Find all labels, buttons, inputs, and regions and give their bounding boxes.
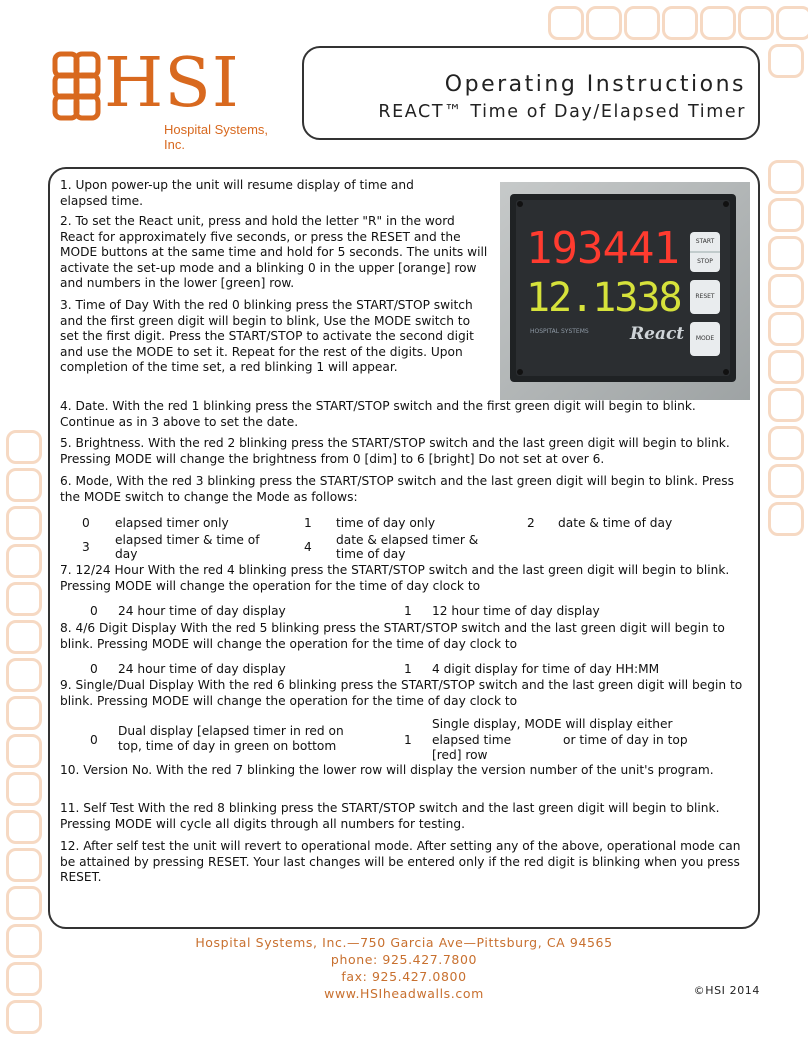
digit-option-0-number: 0 xyxy=(90,662,98,676)
hour-option-0-number: 0 xyxy=(90,604,98,618)
display-option-1-label: Single display, MODE will display either elapsed time xyxy=(432,717,673,747)
display-option-1-extra: or time of day in top xyxy=(563,733,688,747)
footer-address: Hospital Systems, Inc.—750 Garcia Ave—Pittsburg, CA 94565 xyxy=(195,935,613,950)
logo-subtitle: Hospital Systems, Inc. xyxy=(164,122,269,152)
step-5: 5. Brightness. With the red 2 blinking press the START/STOP switch and the last green digit will begin to blink. Pressing MODE will change the brightness from 0 [dim] to 6 [bright] Do not set at over 6. xyxy=(60,436,730,466)
mode-option-0-label: elapsed timer only xyxy=(115,516,229,530)
display-option-0-label: Dual display [elapsed timer in red on top, time of day in green on bottom xyxy=(118,724,344,753)
reset-button-label: RESET xyxy=(695,293,715,300)
bottom-led-display: 12.1338 xyxy=(526,275,681,321)
hour-option-0-label: 24 hour time of day display xyxy=(118,604,286,618)
mode-option-2-label: date & time of day xyxy=(558,516,673,530)
display-option-0-number: 0 xyxy=(90,733,98,747)
page-title: Operating Instructions xyxy=(444,72,746,97)
step-3: 3. Time of Day With the red 0 blinking press the START/STOP switch and the first green digit will begin to blink, Use the MODE switch to set the first digit. Press the START/STOP to activate the second digit and use the MODE to set it. Repeat for the rest of the digits. Upon completion of the time set, a red blinking 1 will appear. xyxy=(60,298,474,375)
panel-maker-label: HOSPITAL SYSTEMS xyxy=(530,328,589,335)
digit-option-1-label: 4 digit display for time of day HH:MM xyxy=(432,662,660,676)
step-1: 1. Upon power-up the unit will resume display of time and elapsed time. xyxy=(60,178,414,208)
step-2: 2. To set the React unit, press and hold the letter "R" in the word React for approximately five seconds, or press the RESET and the MODE buttons at the same time and hold for 5 seconds. The units will activate the set-up mode and a blinking 0 in the upper [orange] row and numbers in the lower [green] row. xyxy=(60,214,488,291)
footer-website-link[interactable]: www.HSIheadwalls.com xyxy=(324,986,484,1001)
mode-option-1-label: time of day only xyxy=(336,516,436,530)
react-brand-label: React xyxy=(630,324,685,344)
top-led-display: 193441 xyxy=(526,223,679,274)
step-6: 6. Mode, With the red 3 blinking press the START/STOP switch and the last green digit will begin to blink. Press the MODE switch to change the Mode as follows: xyxy=(60,474,734,504)
mode-button-label: MODE xyxy=(695,335,715,342)
copyright: ©HSI 2014 xyxy=(693,984,760,997)
mode-option-2-number: 2 xyxy=(527,516,535,530)
step-12: 12. After self test the unit will revert to operational mode. After setting any of the above, operational mode can be attained by pressing RESET. Your last changes will be entered only if the red digit is blinking when you press RESET. xyxy=(60,839,741,885)
mode-option-4-label: date & elapsed timer & time of day xyxy=(336,533,479,561)
mode-option-3-number: 3 xyxy=(82,540,90,554)
stop-button-label: STOP xyxy=(697,258,713,265)
hour-option-1-number: 1 xyxy=(404,604,412,618)
start-button-label: START xyxy=(695,238,715,245)
logo-text: HSI xyxy=(104,44,240,123)
mode-option-4-number: 4 xyxy=(304,540,312,554)
step-7: 7. 12/24 Hour With the red 4 blinking press the START/STOP switch and the last green digit will begin to blink. Pressing MODE will change the operation for the time of day clock to xyxy=(60,563,730,593)
hour-option-1-label: 12 hour time of day display xyxy=(432,604,600,618)
display-option-1-last: [red] row xyxy=(432,748,488,762)
mode-option-3-label: elapsed timer & time of day xyxy=(115,533,260,561)
footer-phone: phone: 925.427.7800 xyxy=(330,952,478,967)
display-option-1-number: 1 xyxy=(404,733,412,747)
step-8: 8. 4/6 Digit Display With the red 5 blinking press the START/STOP switch and the last green digit will begin to blink. Pressing MODE will change the operation for the time of day clock to xyxy=(60,621,725,651)
digit-option-0-label: 24 hour time of day display xyxy=(118,662,286,676)
title-box xyxy=(302,46,760,140)
mode-option-0-number: 0 xyxy=(82,516,90,530)
step-10: 10. Version No. With the red 7 blinking the lower row will display the version number of the unit's program. xyxy=(60,763,714,777)
step-4: 4. Date. With the red 1 blinking press the START/STOP switch and the first green digit will begin to blink. Continue as in 3 above to set the date. xyxy=(60,399,696,429)
page-subtitle: REACT™ Time of Day/Elapsed Timer xyxy=(378,102,746,122)
digit-option-1-number: 1 xyxy=(404,662,412,676)
hsi-logo xyxy=(52,44,292,152)
react-timer-photo xyxy=(500,182,750,400)
mode-option-1-number: 1 xyxy=(304,516,312,530)
step-9: 9. Single/Dual Display With the red 6 blinking press the START/STOP switch and the last green digit will begin to blink. Pressing MODE will change the operation for the time of day clock to xyxy=(60,678,743,708)
footer-fax: fax: 925.427.0800 xyxy=(341,969,467,984)
step-11: 11. Self Test With the red 8 blinking press the START/STOP switch and the last green digit will begin to blink. Pressing MODE will cycle all digits through all numbers for testing. xyxy=(60,801,720,831)
